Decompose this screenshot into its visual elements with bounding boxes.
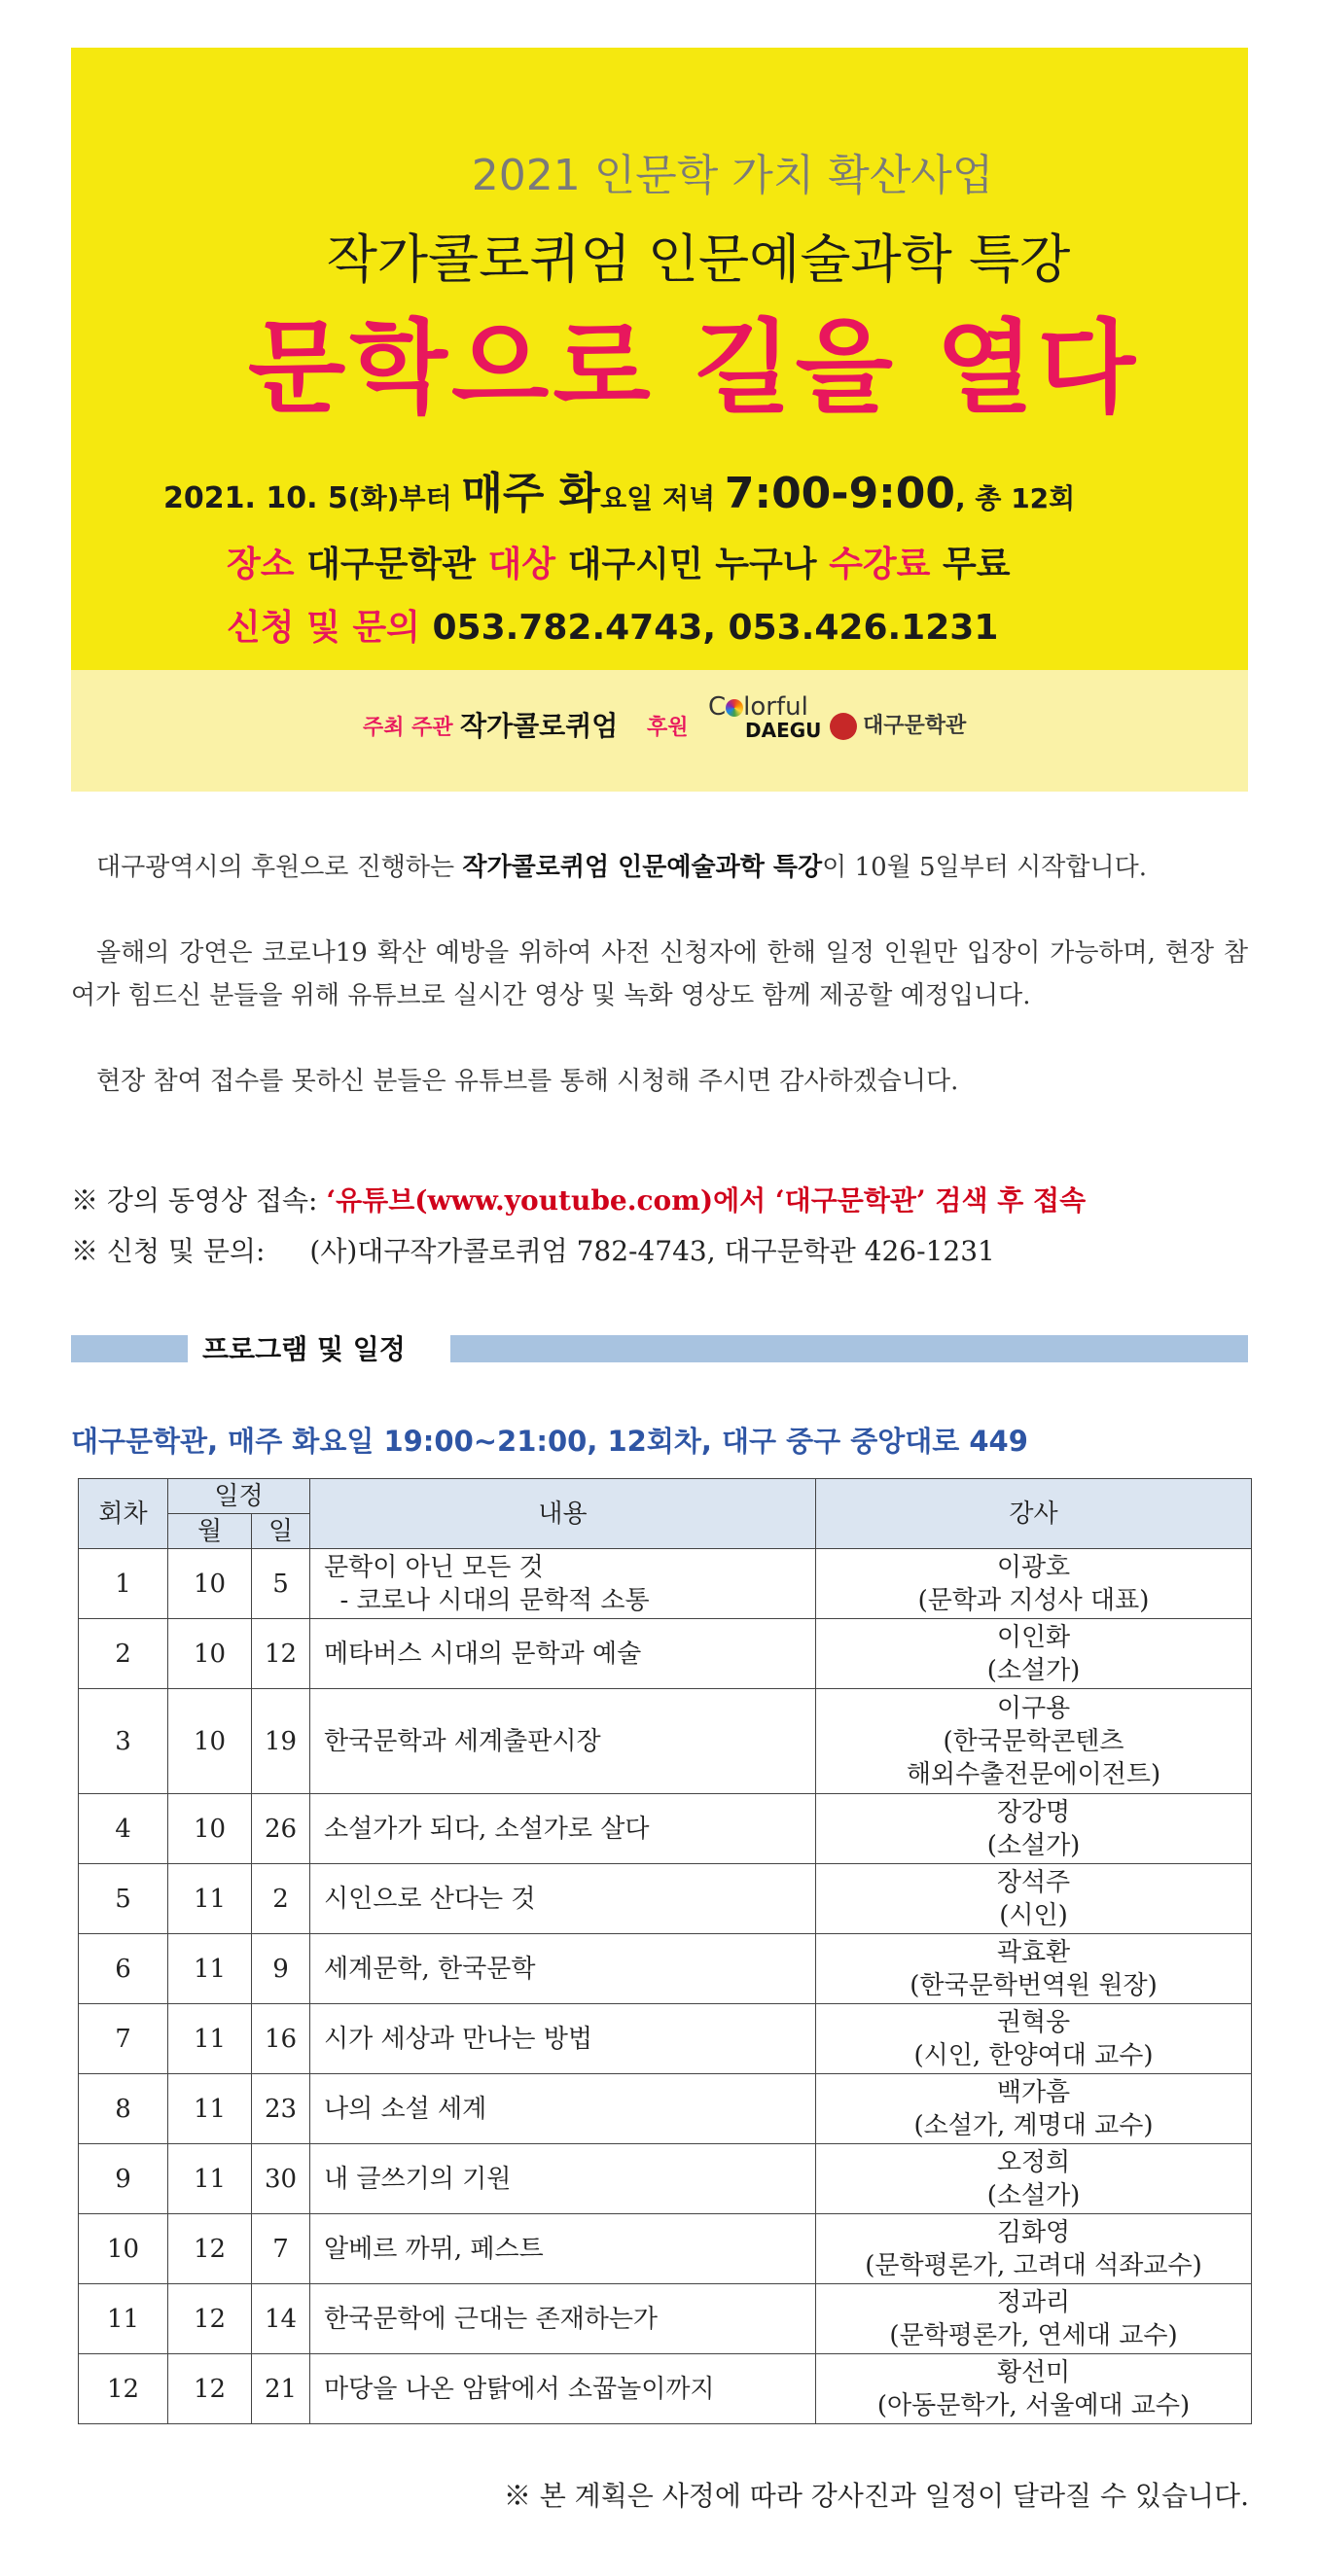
row-lecturer: 백가흠 (소설가, 계명대 교수) (816, 2074, 1252, 2144)
row-day: 30 (252, 2144, 310, 2214)
row-content: 마당을 나온 암탉에서 소꿉놀이까지 (310, 2354, 816, 2424)
video-link[interactable]: ‘유튜브(www.youtube.com)에서 ‘대구문학관’ 검색 후 접속 (326, 1184, 1087, 1217)
row-no: 8 (79, 2074, 168, 2144)
intro-paragraph-3: 현장 참여 접수를 못하신 분들은 유튜브를 통해 시청해 주시면 감사하겠습니다. (96, 1067, 959, 1096)
schedule-table (78, 1478, 1252, 2424)
row-lecturer: 권혁웅 (시인, 한양여대 교수) (816, 2004, 1252, 2074)
row-month: 10 (168, 1619, 252, 1689)
row-no: 12 (79, 2354, 168, 2424)
header-day: 일 (252, 1514, 310, 1549)
poster-venue: 장소 대구문학관 대상 대구시민 누구나 수강료 무료 (227, 545, 1011, 584)
seal-icon (830, 713, 857, 740)
row-month: 10 (168, 1549, 252, 1619)
row-no: 3 (79, 1689, 168, 1794)
row-lecturer: 장강명 (소설가) (816, 1794, 1252, 1864)
row-content: 한국문학과 세계출판시장 (310, 1689, 816, 1794)
row-content: 세계문학, 한국문학 (310, 1934, 816, 2004)
row-month: 12 (168, 2354, 252, 2424)
row-lecturer: 황선미 (아동문학가, 서울예대 교수) (816, 2354, 1252, 2424)
row-day: 23 (252, 2074, 310, 2144)
row-month: 10 (168, 1689, 252, 1794)
host-label: 주최 주관 (363, 716, 453, 740)
contact-note: ※ 신청 및 문의: (사)대구작가콜로퀴엄 782-4743, 대구문학관 426-1231 (71, 1235, 995, 1267)
video-note: ※ 강의 동영상 접속: ‘유튜브(www.youtube.com)에서 ‘대구문학관’ 검색 후 접속 (71, 1184, 1087, 1217)
table-row (79, 2214, 1252, 2284)
row-content: 시가 세상과 만나는 방법 (310, 2004, 816, 2074)
colorful-daegu-logo: C lorful DAEGU (708, 692, 822, 742)
row-day: 9 (252, 1934, 310, 2004)
row-lecturer: 장석주 (시인) (816, 1864, 1252, 1934)
section-title: 프로그램 및 일정 (202, 1333, 406, 1365)
poster-contact: 신청 및 문의 053.782.4743, 053.426.1231 (227, 608, 999, 648)
table-row (79, 2354, 1252, 2424)
row-content: 알베르 까뮈, 페스트 (310, 2214, 816, 2284)
row-day: 7 (252, 2214, 310, 2284)
row-lecturer: 곽효환 (한국문학번역원 원장) (816, 1934, 1252, 2004)
table-row (79, 2004, 1252, 2074)
row-content: 한국문학에 근대는 존재하는가 (310, 2284, 816, 2354)
row-no: 10 (79, 2214, 168, 2284)
row-no: 5 (79, 1864, 168, 1934)
header-month: 월 (168, 1514, 252, 1549)
poster-sponsor-band (71, 670, 1248, 792)
event-poster (71, 48, 1248, 792)
table-row (79, 2144, 1252, 2214)
row-no: 2 (79, 1619, 168, 1689)
row-day: 2 (252, 1864, 310, 1934)
row-day: 16 (252, 2004, 310, 2074)
section-header (71, 1332, 1248, 1365)
row-month: 11 (168, 2074, 252, 2144)
table-row (79, 2074, 1252, 2144)
row-content: 나의 소설 세계 (310, 2074, 816, 2144)
row-month: 11 (168, 2144, 252, 2214)
poster-subtitle: 작가콜로퀴엄 인문예술과학 특강 (326, 229, 1071, 290)
row-month: 11 (168, 1864, 252, 1934)
row-no: 1 (79, 1549, 168, 1619)
poster-headline: 문학으로 길을 열다 (247, 308, 1140, 427)
table-row (79, 1864, 1252, 1934)
section-bar-right (450, 1335, 1248, 1362)
row-day: 5 (252, 1549, 310, 1619)
row-day: 21 (252, 2354, 310, 2424)
row-lecturer: 오정희 (소설가) (816, 2144, 1252, 2214)
intro-paragraph-2: 올해의 강연은 코로나19 확산 예방을 위하여 사전 신청자에 한해 일정 인원만 입장이 가능하며, 현장 참여가 힘드신 분들을 위해 유튜브로 실시간 영상 및 녹화 영상도 함께 제공할 예정입니다. (71, 938, 1248, 1010)
poster-project-line: 2021 인문학 가치 확산사업 (471, 151, 994, 200)
sponsor-label: 후원 (647, 716, 689, 740)
row-day: 12 (252, 1619, 310, 1689)
row-lecturer: 이인화 (소설가) (816, 1619, 1252, 1689)
header-lecturer: 강사 (816, 1479, 1252, 1549)
row-lecturer: 김화영 (문학평론가, 고려대 석좌교수) (816, 2214, 1252, 2284)
header-date: 일정 (168, 1479, 310, 1514)
row-no: 9 (79, 2144, 168, 2214)
row-month: 11 (168, 1934, 252, 2004)
host-logo: 작가콜로퀴엄 (460, 710, 619, 742)
row-month: 12 (168, 2214, 252, 2284)
row-month: 10 (168, 1794, 252, 1864)
row-lecturer: 이구용 (한국문학콘텐츠 해외수출전문에이전트) (816, 1689, 1252, 1794)
table-row (79, 1549, 1252, 1619)
section-bar-left (71, 1335, 188, 1362)
daegu-literature-house-logo: 대구문학관 (830, 709, 966, 740)
row-content: 내 글쓰기의 기원 (310, 2144, 816, 2214)
header-no: 회차 (79, 1479, 168, 1549)
footer-note: ※ 본 계획은 사정에 따라 강사진과 일정이 달라질 수 있습니다. (503, 2480, 1249, 2512)
row-month: 11 (168, 2004, 252, 2074)
color-dot-icon (726, 699, 743, 717)
row-content: 메타버스 시대의 문학과 예술 (310, 1619, 816, 1689)
row-day: 14 (252, 2284, 310, 2354)
row-lecturer: 정과리 (문학평론가, 연세대 교수) (816, 2284, 1252, 2354)
header-content: 내용 (310, 1479, 816, 1549)
table-row (79, 1619, 1252, 1689)
table-row (79, 2284, 1252, 2354)
row-day: 19 (252, 1689, 310, 1794)
row-content: 문학이 아닌 모든 것 - 코로나 시대의 문학적 소통 (310, 1549, 816, 1619)
row-no: 4 (79, 1794, 168, 1864)
row-no: 11 (79, 2284, 168, 2354)
row-no: 6 (79, 1934, 168, 2004)
row-month: 12 (168, 2284, 252, 2354)
row-lecturer: 이광호 (문학과 지성사 대표) (816, 1549, 1252, 1619)
table-row (79, 1794, 1252, 1864)
table-row (79, 1689, 1252, 1794)
program-info: 대구문학관, 매주 화요일 19:00~21:00, 12회차, 대구 중구 중앙대로 449 (71, 1425, 1028, 1458)
row-day: 26 (252, 1794, 310, 1864)
row-no: 7 (79, 2004, 168, 2074)
row-content: 소설가가 되다, 소설가로 살다 (310, 1794, 816, 1864)
row-content: 시인으로 산다는 것 (310, 1864, 816, 1934)
poster-schedule: 2021. 10. 5(화)부터 매주 화요일 저녁 7:00-9:00, 총 12회 (163, 469, 1076, 518)
intro-paragraph-1: 대구광역시의 후원으로 진행하는 작가콜로퀴엄 인문예술과학 특강이 10월 5일부터 시작합니다. (96, 853, 1148, 882)
table-row (79, 1934, 1252, 2004)
